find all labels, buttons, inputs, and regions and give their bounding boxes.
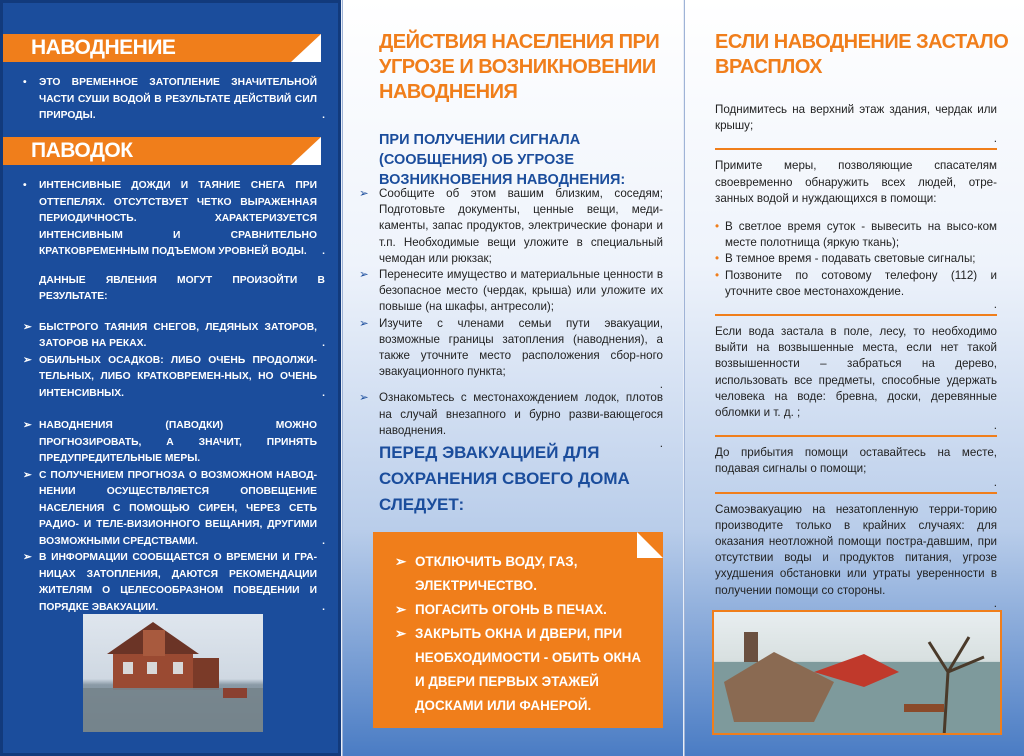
bullet-icon: • [715,220,720,234]
arrow-icon: ➢ [359,391,369,405]
list-item: ➢ БЫСТРОГО ТАЯНИЯ СНЕГОВ, ЛЕДЯНЫХ ЗАТОРОВ, ЗАТОРОВ НА РЕКАХ. . [23,321,325,349]
arrow-icon: ➢ [23,354,32,366]
flood-definition: • ЭТО ВРЕМЕННОЕ ЗАТОПЛЕНИЕ ЗНАЧИТЕЛЬНОЙ ЧАСТИ СУШИ ВОДОЙ В РЕЗУЛЬТАТЕ ДЕЙСТВИЙ СИЛ ПРИРОДЫ. . [23,77,325,121]
list-item: • Позвоните по сотовому телефону (112) и уточните свое местонахождение. . [715,268,997,312]
left-panel [0,0,341,756]
arrow-icon: ➢ [395,602,407,617]
right-body: Поднимитесь на верхний этаж здания, чердак или крышу; . Примите меры, позволяющие спасателям своевременно обнаружить всех людей, отре-занных водой и нуждающихся в помощи: • В светлое время суток - вывесить на высо-ком месте полотнища (яркую ткань); • В темное время - подавать световые сигналы; • Позвоните по сотовому телефону (112) и уточните свое местонахождение. . Если вода застала в поле, лесу, то необходимо выйти на возвышенные места, если нет такой возвышенности – забраться на дерево, использовать все предметы, способные удержать человека на воде: бревна, доски, деревянные обломки и т. д. ; . До прибытия помощи оставайтесь на месте, подавая сигналы о помощи; . Самоэвакуацию на незатопленную терри-торию производите только в крайних случаях: для оказания неотложной помощи постра-давшим, при отсутствии воды и продуктов питания, угрозе ухудшения обстановки или утраты уверенности в получении помощи со стороны. . [715,94,997,613]
bullet-icon: • [715,268,720,282]
middle-title: ДЕЙСТВИЯ НАСЕЛЕНИЯ ПРИ УГРОЗЕ И ВОЗНИКНОВЕНИИ НАВОДНЕНИЯ [379,31,660,103]
list-item: ➢ С ПОЛУЧЕНИЕМ ПРОГНОЗА О ВОЗМОЖНОМ НАВОД-НЕНИИ ОСУЩЕСТВЛЯЕТСЯ ОПОВЕЩЕНИЕ НАСЕЛЕНИЯ С ПОМОЩЬЮ СИРЕН, ЧЕРЕЗ СЕТЬ РАДИО- И ТЕЛЕ-ВИЗИОННОГО ВЕЩАНИЯ, ДРУГИМИ ВОЗМОЖНЫМИ СРЕДСТВАМИ. . [23,469,325,547]
arrow-icon: ➢ [395,626,407,641]
evacuation-heading: ПЕРЕД ЭВАКУАЦИЕЙ ДЛЯ СОХРАНЕНИЯ СВОЕГО ДОМА СЛЕДУЕТ: [379,443,630,514]
bullet-icon: • [23,180,27,191]
flood-illustration [712,610,1002,735]
list-item: ➢ Сообщите об этом вашим близким, соседям; Подготовьте документы, ценные вещи, меди-каменты, запас продуктов, электрические фонари и т.п. Необходимые вещи уложите в специальный чемодан или рюкзак; [359,187,663,265]
high-water-heading: ПАВОДОК [3,137,321,165]
middle-panel [342,0,683,756]
arrow-icon: ➢ [359,316,369,330]
flooded-house-photo [83,614,263,732]
list-item: ➢ ОТКЛЮЧИТЬ ВОДУ, ГАЗ, ЭЛЕКТРИЧЕСТВО. [395,550,651,598]
arrow-icon: ➢ [395,554,407,569]
list-item: ➢ В ИНФОРМАЦИИ СООБЩАЕТСЯ О ВРЕМЕНИ И ГРА-НИЦАХ ЗАТОПЛЕНИЯ, ДАЮТСЯ РЕКОМЕНДАЦИИ ЖИТЕЛЯМ О ЦЕЛЕСООБРАЗНОМ ПОВЕДЕНИИ И ПОРЯДКЕ ЭВАКУАЦИИ. . [23,552,325,613]
list-item: • В темное время - подавать световые сигналы; [715,251,997,267]
arrow-icon: ➢ [359,268,369,282]
arrow-icon: ➢ [23,469,32,481]
list-item: ➢ Перенесите имущество и материальные ценности в безопасное место (чердак, крыша) или уложите их повыше (на шкафы, антресоли); [359,268,663,314]
evacuation-box [373,532,663,728]
arrow-icon: ➢ [23,552,32,563]
right-panel [684,0,1024,756]
left-body: • ИНТЕНСИВНЫЕ ДОЖДИ И ТАЯНИЕ СНЕГА ПРИ ОТТЕПЕЛЯХ. ОТСУТСТВУЕТ ЧЕТКО ВЫРАЖЕННАЯ ПЕРИОДИЧНОСТЬ. ХАРАКТЕРИЗУЕТСЯ ИНТЕНСИВНЫМ И СРАВНИТЕЛЬНО КРАТКОВРЕМЕННЫМ ПОДЪЕМОМ УРОВНЕЙ ВОДЫ. . ДАННЫЕ ЯВЛЕНИЯ МОГУТ ПРОИЗОЙТИ В РЕЗУЛЬТАТЕ: ➢ БЫСТРОГО ТАЯНИЯ СНЕГОВ, ЛЕДЯНЫХ ЗАТОРОВ, ЗАТОРОВ НА РЕКАХ. . ➢ ОБИЛЬНЫХ ОСАДКОВ: ЛИБО ОЧЕНЬ ПРОДОЛЖИ-ТЕЛЬНЫХ, ЛИБО КРАТКОВРЕМЕН-НЫХ, НО ОЧЕНЬ ИНТЕНСИВНЫХ. . ➢ НАВОДНЕНИЯ (ПАВОДКИ) МОЖНО ПРОГНОЗИРОВАТЬ, А ЗНАЧИТ, ПРИНЯТЬ ПРЕДУПРЕДИТЕЛЬНЫЕ МЕРЫ. ➢ С ПОЛУЧЕНИЕМ ПРОГНОЗА О ВОЗМОЖНОМ НАВОД-НЕНИИ ОСУЩЕСТВЛЯЕТСЯ ОПОВЕЩЕНИЕ НАСЕЛЕНИЯ С ПОМОЩЬЮ СИРЕН, ЧЕРЕЗ СЕТЬ РАДИО- И ТЕЛЕ-ВИЗИОННОГО ВЕЩАНИЯ, ДРУГИМИ ВОЗМОЖНЫМИ СРЕДСТВАМИ. . ➢ В ИНФОРМАЦИИ СООБЩАЕТСЯ О ВРЕМЕНИ И ГРА-НИЦАХ ЗАТОПЛЕНИЯ, ДАЮТСЯ РЕКОМЕНДАЦИИ ЖИТЕЛЯМ О ЦЕЛЕСООБРАЗНОМ ПОВЕДЕНИИ И ПОРЯДКЕ ЭВАКУАЦИИ. . [23,178,325,616]
list-item: • В светлое время суток - вывесить на высо-ком месте полотнища (яркую ткань); [715,220,997,250]
signal-list [357,186,663,449]
list-item: ➢ ПОГАСИТЬ ОГОНЬ В ПЕЧАХ. [395,598,651,622]
right-title: ЕСЛИ НАВОДНЕНИЕ ЗАСТАЛО ВРАСПЛОХ [715,31,1009,78]
arrow-icon: ➢ [23,420,32,431]
list-item: ➢ Изучите с членами семьи пути эвакуации, возможные границы затопления (наводнения), а также уточните место расположения сбор-ного эвакуационного пункта; . [359,316,663,392]
list-item: ➢ ЗАКРЫТЬ ОКНА И ДВЕРИ, ПРИ НЕОБХОДИМОСТИ - ОБИТЬ ОКНА И ДВЕРИ ПЕРВЫХ ЭТАЖЕЙ ДОСКАМИ ИЛИ ФАНЕРОЙ. [395,622,651,718]
flood-heading: НАВОДНЕНИЕ [3,34,321,62]
bullet-icon: • [715,252,720,266]
list-item: ➢ ОБИЛЬНЫХ ОСАДКОВ: ЛИБО ОЧЕНЬ ПРОДОЛЖИ-ТЕЛЬНЫХ, ЛИБО КРАТКОВРЕМЕН-НЫХ, НО ОЧЕНЬ ИНТЕНСИВНЫХ. . [23,354,325,399]
bullet-icon: • [23,77,27,88]
arrow-icon: ➢ [359,187,369,200]
list-item: ➢ НАВОДНЕНИЯ (ПАВОДКИ) МОЖНО ПРОГНОЗИРОВАТЬ, А ЗНАЧИТ, ПРИНЯТЬ ПРЕДУПРЕДИТЕЛЬНЫЕ МЕРЫ. [23,420,317,464]
signal-heading: ПРИ ПОЛУЧЕНИИ СИГНАЛА (СООБЩЕНИЯ) ОБ УГРОЗЕ ВОЗНИКНОВЕНИЯ НАВОДНЕНИЯ: [379,132,626,188]
causes-intro: ДАННЫЕ ЯВЛЕНИЯ МОГУТ ПРОИЗОЙТИ В РЕЗУЛЬТАТЕ: [39,274,325,302]
list-item: ➢ Ознакомьтесь с местонахождением лодок, плотов на случай внезапного и бурно разви-вающегося наводнения. . [359,391,663,451]
arrow-icon: ➢ [23,321,32,333]
